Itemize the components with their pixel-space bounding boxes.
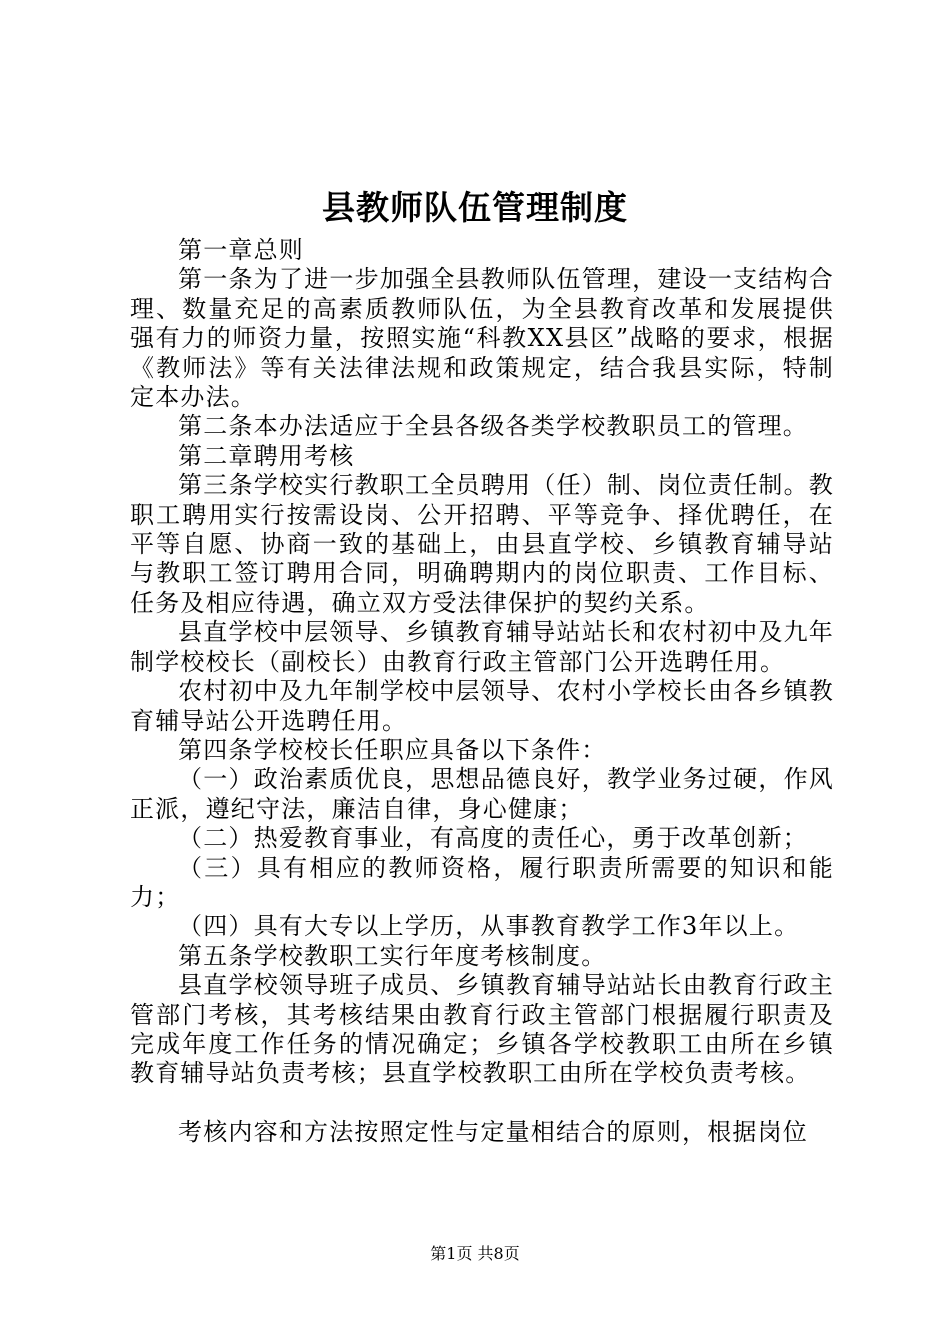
paragraph: 第二条本办法适应于全县各级各类学校教职员工的管理。: [178, 412, 808, 441]
page-footer: 第1页 共8页: [430, 1244, 520, 1263]
paragraph: 第四条学校校长任职应具备以下条件：: [178, 735, 607, 764]
list-item: （一）政治素质优良，思想品德良好，教学业务过硬，作风正派，遵纪守法，廉洁自律，身心健康；: [130, 765, 834, 823]
chapter-heading: 第二章聘用考核: [178, 441, 355, 470]
list-item: （四）具有大专以上学历，从事教育教学工作3年以上。: [178, 912, 800, 941]
paragraph: 第三条学校实行教职工全员聘用（任）制、岗位责任制。教职工聘用实行按需设岗、公开招聘、平等竞争、择优聘任，在平等自愿、协商一致的基础上，由县直学校、乡镇教育辅导站与教职工签订聘用合同，明确聘期内的岗位职责、工作目标、任务及相应待遇，确立双方受法律保护的契约关系。: [130, 471, 834, 617]
paragraph: 县直学校中层领导、乡镇教育辅导站站长和农村初中及九年制学校校长（副校长）由教育行政主管部门公开选聘任用。: [130, 618, 834, 676]
paragraph: 考核内容和方法按照定性与定量相结合的原则，根据岗位: [178, 1117, 808, 1146]
paragraph: 第一条为了进一步加强全县教师队伍管理，建设一支结构合理、数量充足的高素质教师队伍，为全县教育改革和发展提供强有力的师资力量，按照实施“科教XX县区”战略的要求，根据《教师法》等有关法律法规和政策规定，结合我县实际，特制定本办法。: [130, 265, 834, 412]
list-item: （二）热爱教育事业，有高度的责任心，勇于改革创新；: [178, 824, 808, 853]
paragraph: 农村初中及九年制学校中层领导、农村小学校长由各乡镇教育辅导站公开选聘任用。: [130, 677, 834, 735]
document-body: [130, 236, 834, 1147]
document-title: 县教师队伍管理制度: [322, 188, 628, 227]
paragraph: 第五条学校教职工实行年度考核制度。: [178, 941, 607, 970]
paragraph: 县直学校领导班子成员、乡镇教育辅导站站长由教育行政主管部门考核，其考核结果由教育行政主管部门根据履行职责及完成年度工作任务的情况确定；乡镇各学校教职工由所在乡镇教育辅导站负责考核；县直学校教职工由所在学校负责考核。: [130, 971, 834, 1088]
list-item: （三）具有相应的教师资格，履行职责所需要的知识和能力；: [130, 853, 834, 911]
chapter-heading: 第一章总则: [178, 236, 304, 264]
